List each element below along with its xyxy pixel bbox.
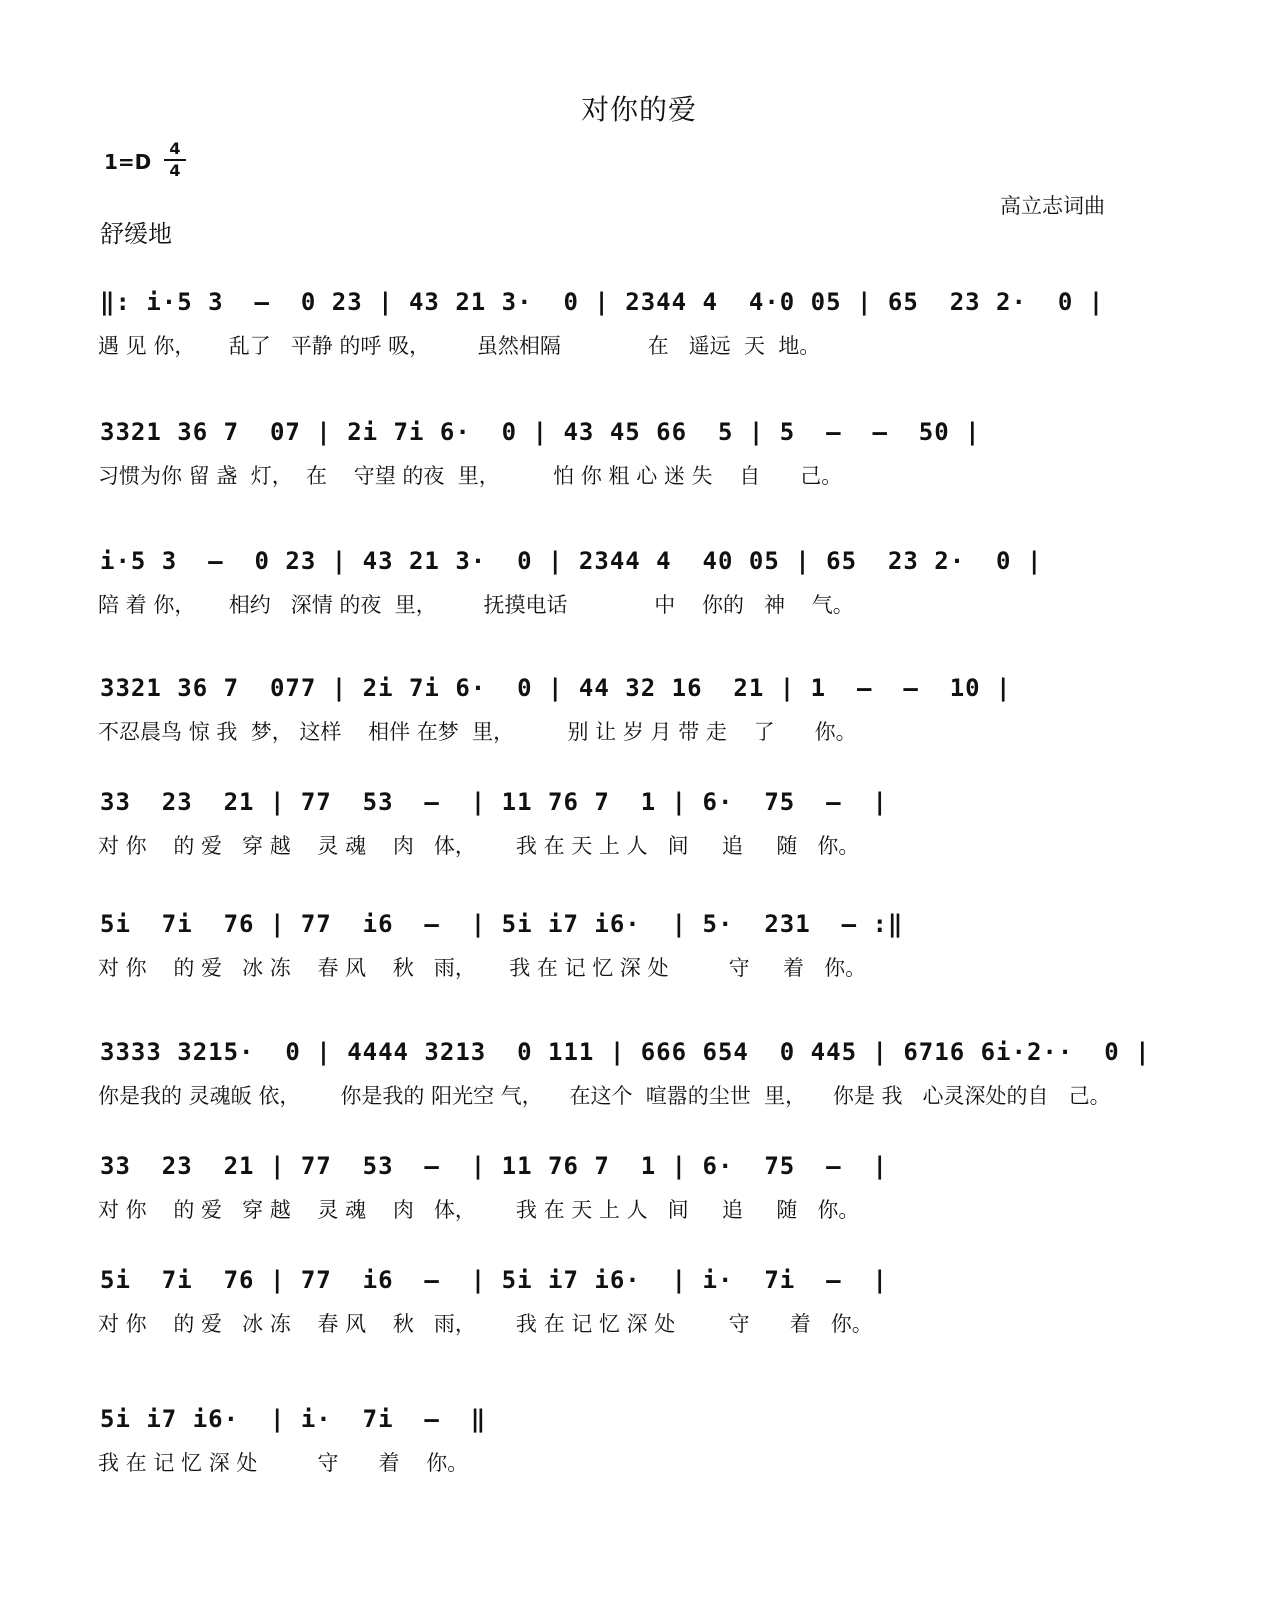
time-signature-top: 4 (169, 139, 181, 158)
composer-credit: 高立志词曲 (1000, 194, 1105, 218)
lyrics-line: 不忍晨鸟 惊 我 梦， 这样 相伴 在梦 里， 别 让 岁 月 带 走 了 你。 (98, 720, 857, 744)
key-signature: 1=D (104, 150, 152, 174)
lyrics-line: 对 你 的 爱 冰 冻 春 风 秋 雨， 我 在 记 忆 深 处 守 着 你。 (98, 1312, 873, 1336)
notation-line: 5i 7i 76 | 77 i6 – | 5i i7 i6· | i· 7i – | (100, 1266, 888, 1294)
notation-line: 3321 36 7 077 | 2i 7i 6· 0 | 44 32 16 21 | 1 – – 10 | (100, 674, 1012, 702)
notation-line: i·5 3 – 0 23 | 43 21 3· 0 | 2344 4 40 05 | 65 23 2· 0 | (100, 547, 1043, 575)
notation-line: ‖: i·5 3 – 0 23 | 43 21 3· 0 | 2344 4 4·0 05 | 65 23 2· 0 | (100, 288, 1105, 316)
notation-line: 3321 36 7 07 | 2i 7i 6· 0 | 43 45 66 5 | 5 – – 50 | (100, 418, 981, 446)
notation-line: 33 23 21 | 77 53 – | 11 76 7 1 | 6· 75 – | (100, 788, 888, 816)
tempo-marking: 舒缓地 (100, 220, 172, 248)
lyrics-line: 陪 着 你， 相约 深情 的夜 里， 抚摸电话 中 你的 神 气。 (98, 593, 854, 617)
lyrics-line: 对 你 的 爱 穿 越 灵 魂 肉 体， 我 在 天 上 人 间 追 随 你。 (98, 834, 860, 858)
notation-line: 5i i7 i6· | i· 7i – ‖ (100, 1405, 487, 1433)
notation-line: 5i 7i 76 | 77 i6 – | 5i i7 i6· | 5· 231 – :‖ (100, 910, 904, 938)
notation-line: 3333 3215· 0 | 4444 3213 0 111 | 666 654 0 445 | 6716 6i·2·· 0 | (100, 1038, 1151, 1066)
lyrics-line: 我 在 记 忆 深 处 守 着 你。 (98, 1451, 469, 1475)
notation-line: 33 23 21 | 77 53 – | 11 76 7 1 | 6· 75 – | (100, 1152, 888, 1180)
lyrics-line: 对 你 的 爱 穿 越 灵 魂 肉 体， 我 在 天 上 人 间 追 随 你。 (98, 1198, 860, 1222)
song-title: 对你的爱 (580, 93, 697, 126)
lyrics-line: 习惯为你 留 盏 灯， 在 守望 的夜 里， 怕 你 粗 心 迷 失 自 己。 (98, 464, 843, 488)
lyrics-line: 遇 见 你， 乱了 平静 的呼 吸， 虽然相隔 在 遥远 天 地。 (98, 334, 821, 358)
lyrics-line: 对 你 的 爱 冰 冻 春 风 秋 雨， 我 在 记 忆 深 处 守 着 你。 (98, 956, 867, 980)
time-signature-bottom: 4 (169, 161, 181, 180)
lyrics-line: 你是我的 灵魂皈 依， 你是我的 阳光空 气， 在这个 喧嚣的尘世 里， 你是 我 心灵深处的自 己。 (98, 1084, 1111, 1108)
time-signature (164, 140, 186, 180)
